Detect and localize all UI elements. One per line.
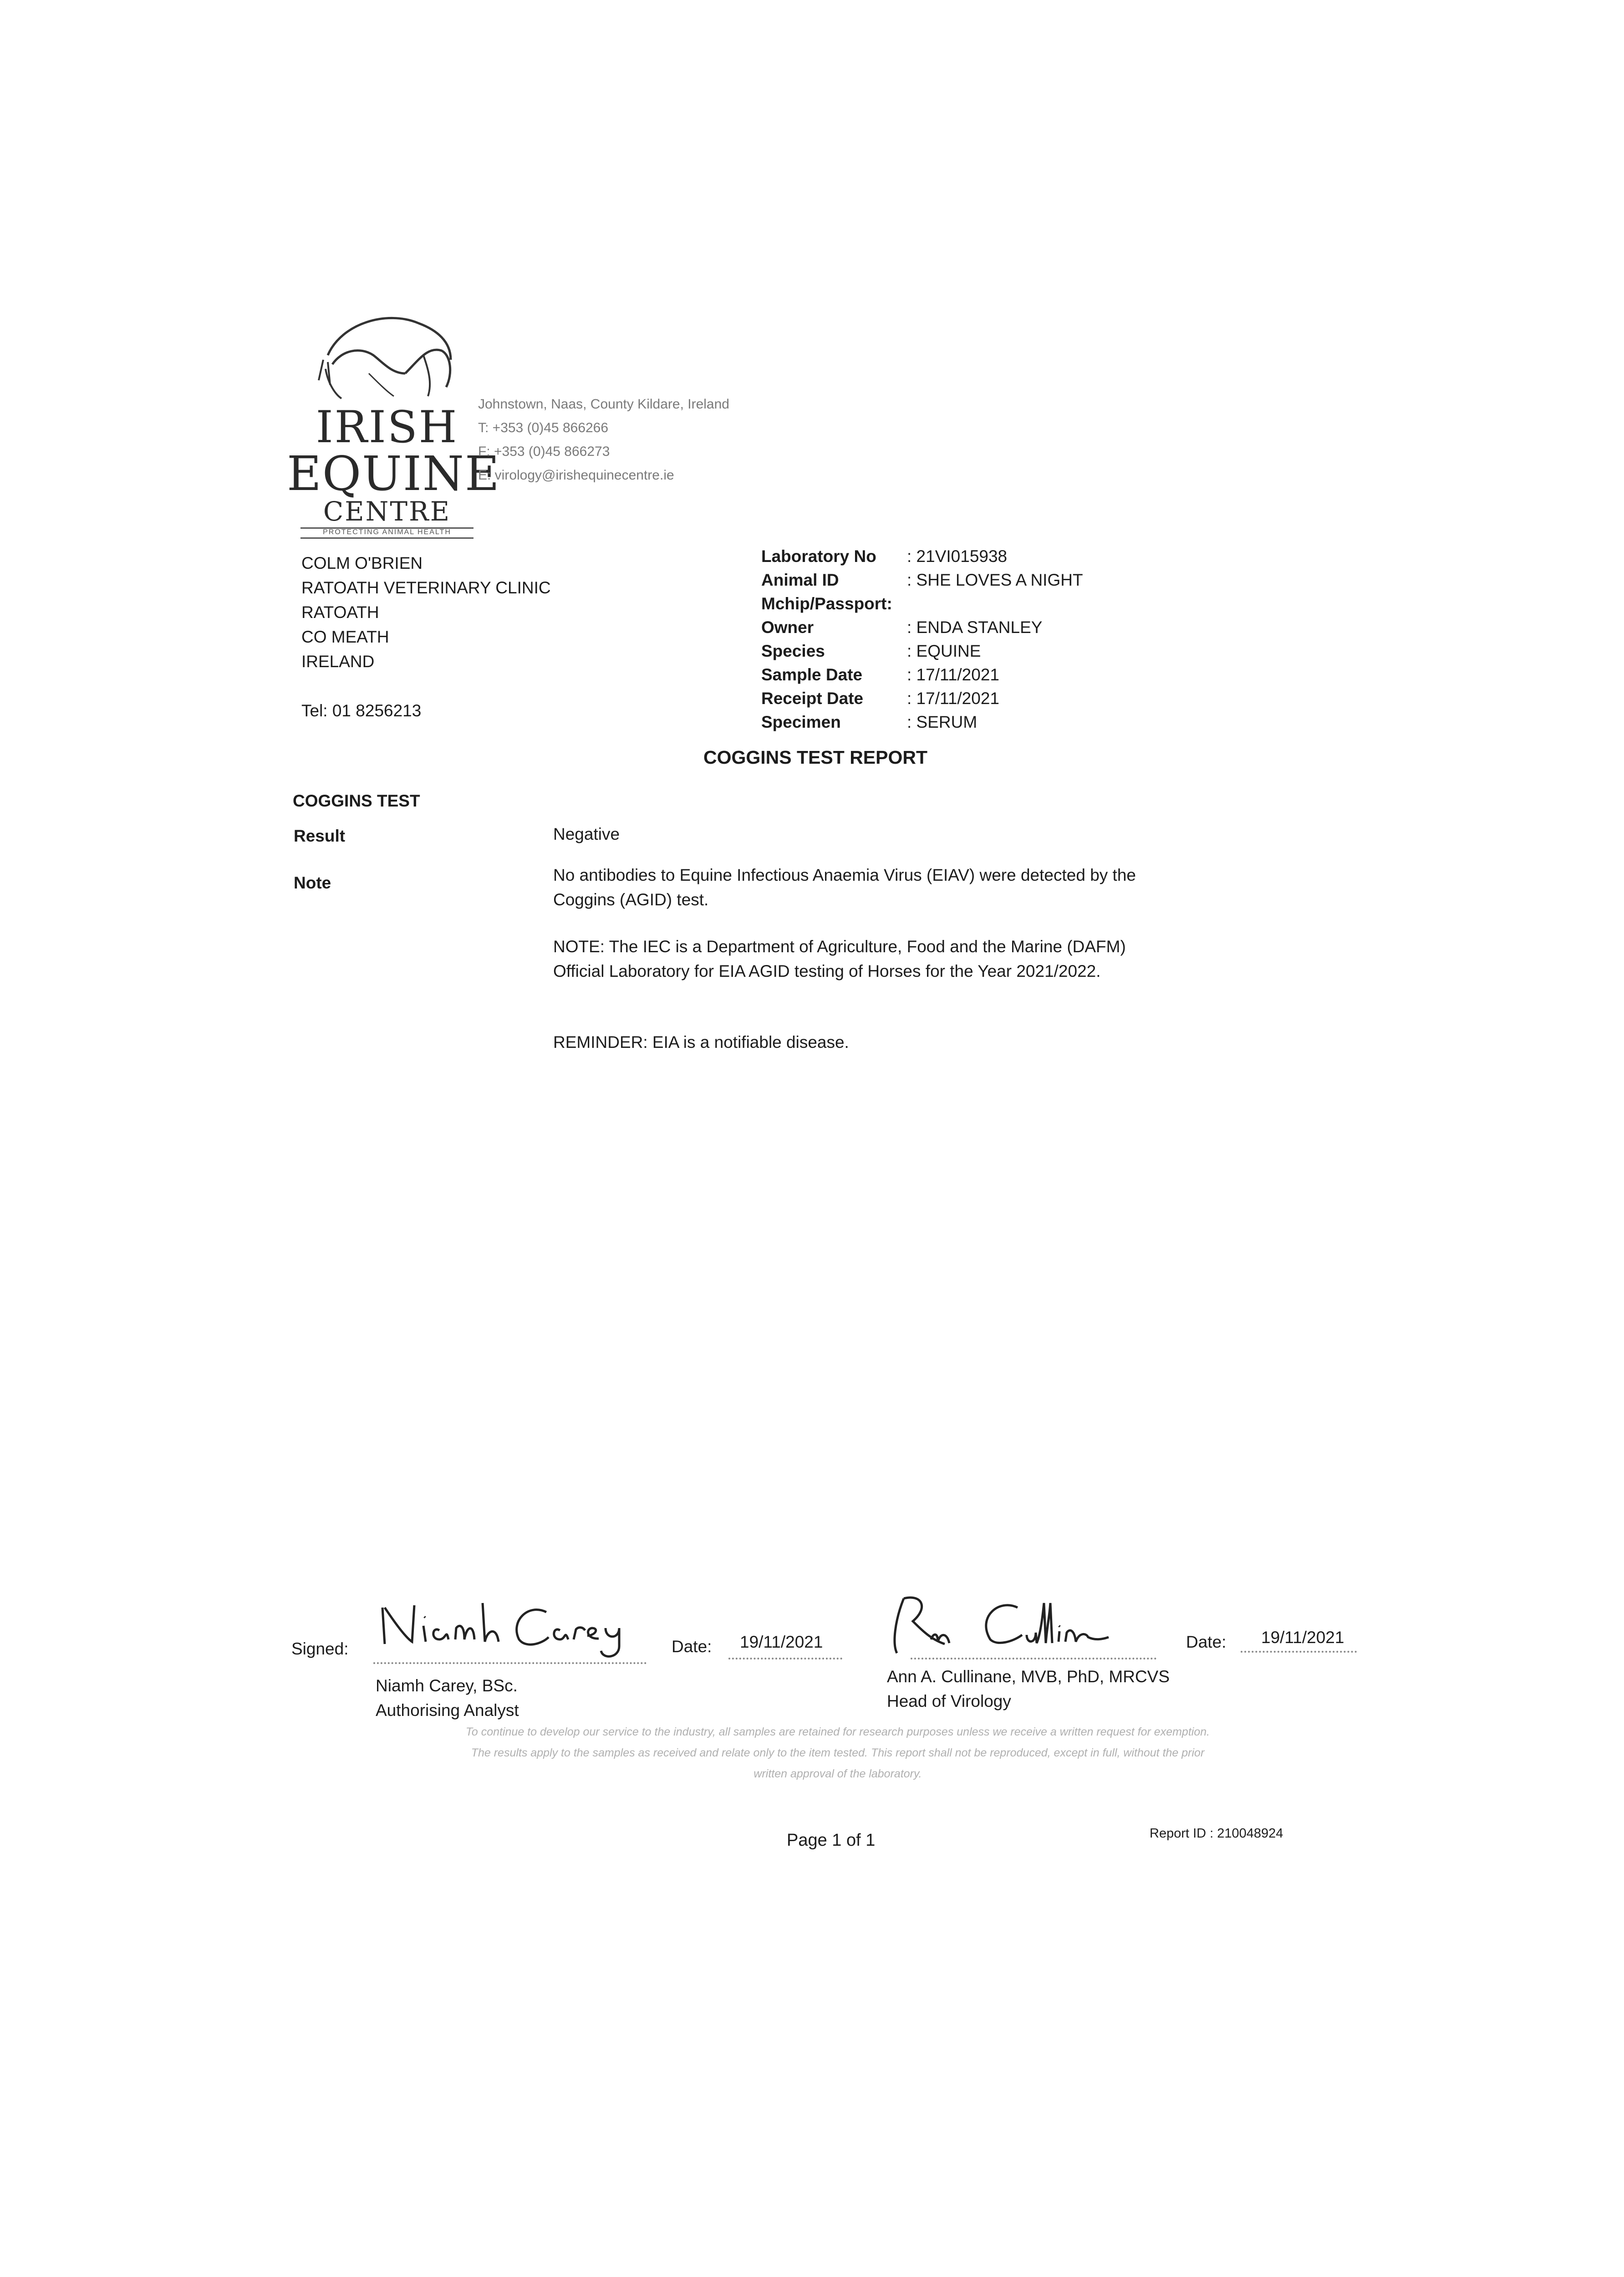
date-line-right [1241,1651,1357,1653]
date-line-left [728,1658,842,1659]
recipient-phone: Tel: 01 8256213 [301,701,422,720]
result-label: Result [294,827,346,845]
sample-details [761,545,1083,734]
field-row [761,710,1083,734]
lab-fax: F: +353 (0)45 866273 [478,444,610,459]
field-value: : SERUM [907,713,977,731]
logo-word-centre: CENTRE [323,496,451,527]
page-number: Page 1 of 1 [787,1831,876,1850]
field-value: : EQUINE [907,642,981,660]
signatory-right [887,1664,1170,1714]
signed-label: Signed: [291,1639,349,1658]
recipient-country: IRELAND [301,652,375,671]
field-row [761,545,1083,568]
field-label: Laboratory No [761,547,876,566]
field-label: Receipt Date [761,689,864,708]
field-label: Species [761,642,825,660]
report-id: Report ID : 210048924 [1150,1826,1283,1841]
date-value-right: 19/11/2021 [1261,1628,1344,1647]
recipient-clinic: RATOATH VETERINARY CLINIC [301,578,551,597]
logo-tagline: PROTECTING ANIMAL HEALTH [323,528,451,536]
field-value: : ENDA STANLEY [907,618,1043,637]
result-value: Negative [553,825,620,843]
handwritten-signature-icon [373,1594,628,1662]
field-row [761,592,1083,616]
logo-rule-bottom [300,537,473,539]
note-label: Note [294,873,331,892]
lab-email: E: virology@irishequinecentre.ie [478,468,674,483]
note-paragraph-3: REMINDER: EIA is a notifiable disease. [553,1033,849,1052]
signatory-left [376,1674,519,1723]
field-row [761,568,1083,592]
recipient-county: CO MEATH [301,628,389,646]
disclaimer-line: The results apply to the samples as received and relate only to the item tested. This report shall not be reproduced, except in full, without the prior [471,1746,1205,1759]
disclaimer [364,1721,1311,1784]
handwritten-signature-icon [886,1589,1122,1658]
section-title: COGGINS TEST [293,791,420,810]
field-row [761,639,1083,663]
lab-address: Johnstown, Naas, County Kildare, Ireland [478,397,729,412]
recipient-address [301,551,551,723]
disclaimer-line: written approval of the laboratory. [753,1767,922,1780]
field-row [761,663,1083,687]
signatory-right-name: Ann A. Cullinane, MVB, PhD, MRCVS [887,1667,1170,1686]
note-paragraph-2: NOTE: The IEC is a Department of Agriculture, Food and the Marine (DAFM) Official Laboratory for EIA AGID testing of Horses for the Year 2021/2022. [553,937,1126,980]
signature-niamh-carey [373,1594,628,1664]
logo-word-irish: IRISH [316,402,458,453]
field-label: Specimen [761,713,841,731]
note-paragraph-1: No antibodies to Equine Infectious Anaemia Virus (EIAV) were detected by the Coggins (AGID) test. [553,866,1136,909]
recipient-town: RATOATH [301,603,379,622]
disclaimer-line: To continue to develop our service to the industry, all samples are retained for research purposes unless we receive a written request for exemption. [465,1726,1210,1738]
signatory-left-role: Authorising Analyst [376,1701,519,1720]
field-value: : 21VI015938 [907,547,1008,566]
irish-equine-centre-logo [287,305,500,542]
field-label: Animal ID [761,571,839,589]
recipient-name: COLM O'BRIEN [301,554,423,572]
signature-line-left [373,1662,647,1664]
date-label-left: Date: [672,1637,712,1656]
field-row [761,616,1083,639]
field-value: : 17/11/2021 [907,665,999,684]
date-value-left: 19/11/2021 [740,1633,823,1651]
lab-phone: T: +353 (0)45 866266 [478,420,609,435]
signatory-left-name: Niamh Carey, BSc. [376,1676,518,1695]
signature-line-right [911,1658,1156,1659]
lab-contact-block [478,393,729,487]
field-row [761,687,1083,710]
horse-logo-icon [314,305,460,405]
date-label-right: Date: [1186,1633,1227,1651]
field-label: Sample Date [761,665,863,684]
report-title: COGGINS TEST REPORT [703,747,928,768]
field-value: : SHE LOVES A NIGHT [907,571,1083,589]
field-value: : 17/11/2021 [907,689,999,708]
signature-ann-cullinane [886,1589,1122,1660]
logo-word-equine: EQUINE [287,446,500,501]
signatory-right-role: Head of Virology [887,1692,1011,1710]
field-label: Owner [761,618,814,637]
field-label: Mchip/Passport: [761,594,892,613]
